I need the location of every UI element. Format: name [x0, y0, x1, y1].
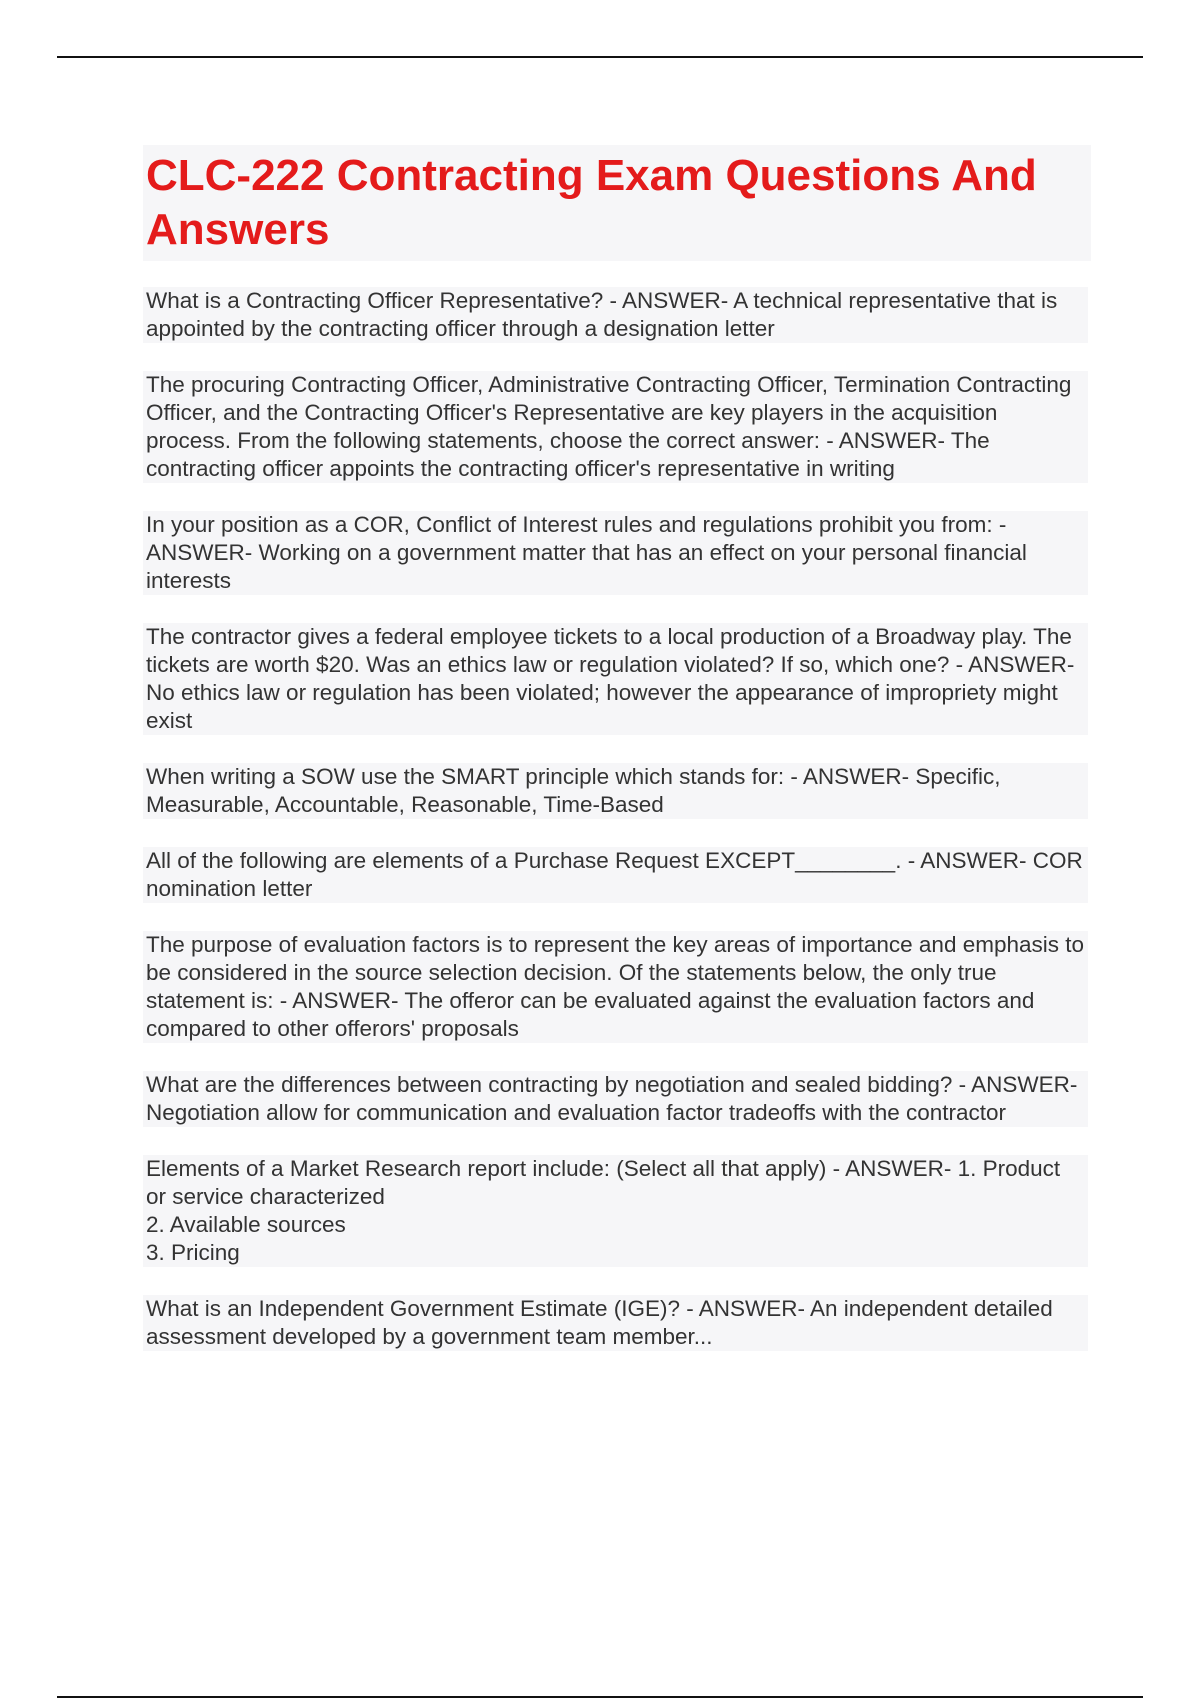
- qa-item: The contractor gives a federal employee tickets to a local production of a Broadway play. The tickets are worth $20. Was an ethics law or regulation violated? If so, which one? - ANSWER- No ethics law or regulation has been violated; however the appearance of impropriety might exist: [143, 623, 1088, 735]
- header-rule: [57, 56, 1143, 58]
- qa-item: In your position as a COR, Conflict of Interest rules and regulations prohibit you from: - ANSWER- Working on a government matter that has an effect on your personal financial interests: [143, 511, 1088, 595]
- document-title: CLC-222 Contracting Exam Questions And Answers: [146, 151, 1037, 254]
- qa-list: [143, 287, 1091, 1351]
- qa-item: Elements of a Market Research report include: (Select all that apply) - ANSWER- 1. Product or service characterized 2. Available sources 3. Pricing: [143, 1155, 1088, 1267]
- qa-item: What are the differences between contracting by negotiation and sealed bidding? - ANSWER- Negotiation allow for communication and evaluation factor tradeoffs with the contractor: [143, 1071, 1088, 1127]
- qa-item: All of the following are elements of a Purchase Request EXCEPT________. - ANSWER- COR nomination letter: [143, 847, 1088, 903]
- document-body: [143, 145, 1091, 1379]
- footer-rule: [57, 1696, 1143, 1698]
- qa-item: The procuring Contracting Officer, Administrative Contracting Officer, Termination Contracting Officer, and the Contracting Officer's Representative are key players in the acquisition process. From the following statements, choose the correct answer: - ANSWER- The contracting officer appoints the contracting officer's representative in writing: [143, 371, 1088, 483]
- qa-item: What is an Independent Government Estimate (IGE)? - ANSWER- An independent detailed assessment developed by a government team member...: [143, 1295, 1088, 1351]
- qa-item: What is a Contracting Officer Representative? - ANSWER- A technical representative that is appointed by the contracting officer through a designation letter: [143, 287, 1088, 343]
- qa-item: When writing a SOW use the SMART principle which stands for: - ANSWER- Specific, Measurable, Accountable, Reasonable, Time-Based: [143, 763, 1088, 819]
- title-block: [143, 145, 1091, 261]
- qa-item: The purpose of evaluation factors is to represent the key areas of importance and emphasis to be considered in the source selection decision. Of the statements below, the only true statement is: - ANSWER- The offeror can be evaluated against the evaluation factors and compared to other offerors' proposals: [143, 931, 1088, 1043]
